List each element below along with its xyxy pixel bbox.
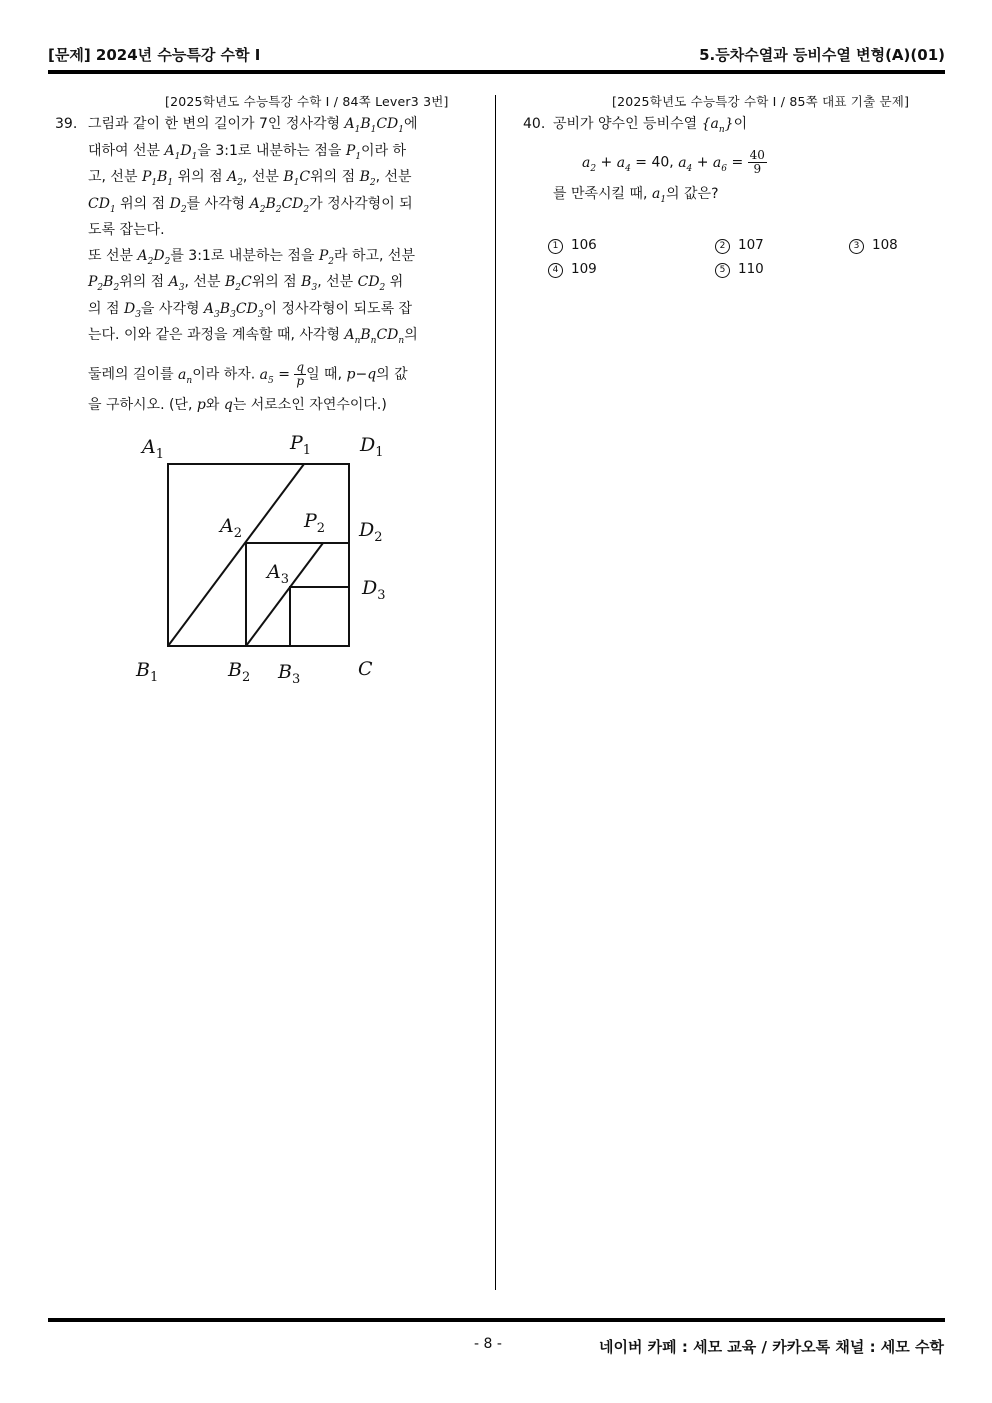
segment-p1b1	[168, 464, 304, 646]
q39-line-7: $P_2B_2$위의 점 $A_3$, 선분 $B_2C$위의 점 $B_3$, 선분 $CD_2$ 위	[88, 274, 404, 293]
label-a1: $A_1$	[142, 436, 165, 462]
q39-line-9: 는다. 이와 같은 과정을 계속할 때, 사각형 $A_nB_nCD_n$의	[88, 327, 418, 346]
q39-line-5: 도록 잡는다.	[88, 222, 165, 238]
page-header	[48, 44, 945, 66]
top-rule	[48, 70, 945, 74]
square-a3b3cd3	[290, 587, 349, 646]
q40-line-2: 를 만족시킬 때, $a_1$의 값은?	[553, 186, 719, 205]
choice-1[interactable]	[548, 237, 597, 254]
q39-number: 39.	[55, 116, 78, 132]
fraction-40-over-9: $\frac{40}{9}$	[749, 148, 765, 176]
q40-number: 40.	[523, 116, 546, 132]
choice-2-value: 107	[738, 237, 764, 253]
choice-4-value: 109	[571, 261, 597, 277]
choice-1-value: 106	[571, 237, 597, 253]
choice-5[interactable]	[715, 261, 764, 278]
q39-line-3: 고, 선분 $P_1B_1$ 위의 점 $A_2$, 선분 $B_1C$위의 점 $B_2$, 선분	[88, 169, 412, 188]
choice-3-mark: 3	[849, 239, 864, 254]
q39-square-figure	[130, 428, 400, 693]
label-d3: $D_3$	[362, 577, 386, 603]
column-divider	[495, 95, 496, 1290]
header-title: [문제] 2024년 수능특강 수학 I	[48, 46, 261, 64]
q40-line-1: 공비가 양수인 등비수열 $\{a_n\}$이	[553, 116, 748, 135]
label-b3: $B_3$	[278, 661, 301, 687]
choice-4-mark: 4	[548, 263, 563, 278]
choice-2[interactable]	[715, 237, 764, 254]
q40-condition: $a_2 + a_4 = 40$, $a_4 + a_6$ = $\frac{40}{9}$	[582, 148, 765, 176]
choice-5-mark: 5	[715, 263, 730, 278]
label-p2: $P_2$	[304, 510, 326, 536]
segment-p2b2	[246, 543, 323, 646]
q39-line-2: 대하여 선분 $A_1D_1$을 3:1로 내분하는 점을 $P_1$이라 하	[88, 143, 407, 162]
label-d1: $D_1$	[360, 434, 384, 460]
choice-1-mark: 1	[548, 239, 563, 254]
choice-3-value: 108	[872, 237, 898, 253]
label-a3: $A_3$	[267, 561, 290, 587]
bottom-rule	[48, 1318, 945, 1322]
q39-line-4: $CD_1$ 위의 점 $D_2$를 사각형 $A_2B_2CD_2$가 정사각형이 되	[88, 196, 413, 215]
q39-line-11: 을 구하시오. (단, p와 q는 서로소인 자연수이다.)	[88, 397, 387, 413]
square-a2b2cd2	[246, 543, 349, 646]
q40-source: [2025학년도 수능특강 수학 I / 85쪽 대표 기출 문제]	[612, 94, 910, 109]
label-c: C	[358, 658, 373, 680]
choice-2-mark: 2	[715, 239, 730, 254]
label-b2: $B_2$	[228, 659, 251, 685]
footer-channel: 네이버 카페 : 세모 교육 / 카카오톡 채널 : 세모 수학	[598, 1338, 944, 1356]
q39-source: [2025학년도 수능특강 수학 I / 84쪽 Lever3 3번]	[165, 94, 449, 109]
label-a2: $A_2$	[220, 515, 243, 541]
page-number: - 8 -	[474, 1336, 502, 1352]
label-b1: $B_1$	[136, 659, 159, 685]
q39-line-6: 또 선분 $A_2D_2$를 3:1로 내분하는 점을 $P_2$라 하고, 선분	[88, 248, 415, 267]
q39-line-8: 의 점 $D_3$을 사각형 $A_3B_3CD_3$이 정사각형이 되도록 잡	[88, 301, 413, 320]
label-d2: $D_2$	[359, 519, 383, 545]
choice-3[interactable]	[849, 237, 898, 254]
label-p1: $P_1$	[290, 432, 312, 458]
choice-4[interactable]	[548, 261, 597, 278]
q39-line-10: 둘레의 길이를 $a_n$이라 하자. $a_5$ = $\frac{q}{p}$ 일 때, p−q의 값	[88, 360, 408, 388]
header-section: 5.등차수열과 등비수열 변형(A)(01)	[699, 46, 945, 64]
q39-line-1: 그림과 같이 한 변의 길이가 7인 정사각형 $A_1B_1CD_1$에	[88, 116, 418, 135]
choice-5-value: 110	[738, 261, 764, 277]
fraction-q-over-p: $\frac{q}{p}$	[296, 360, 305, 388]
square-a1b1cd1	[168, 464, 349, 646]
